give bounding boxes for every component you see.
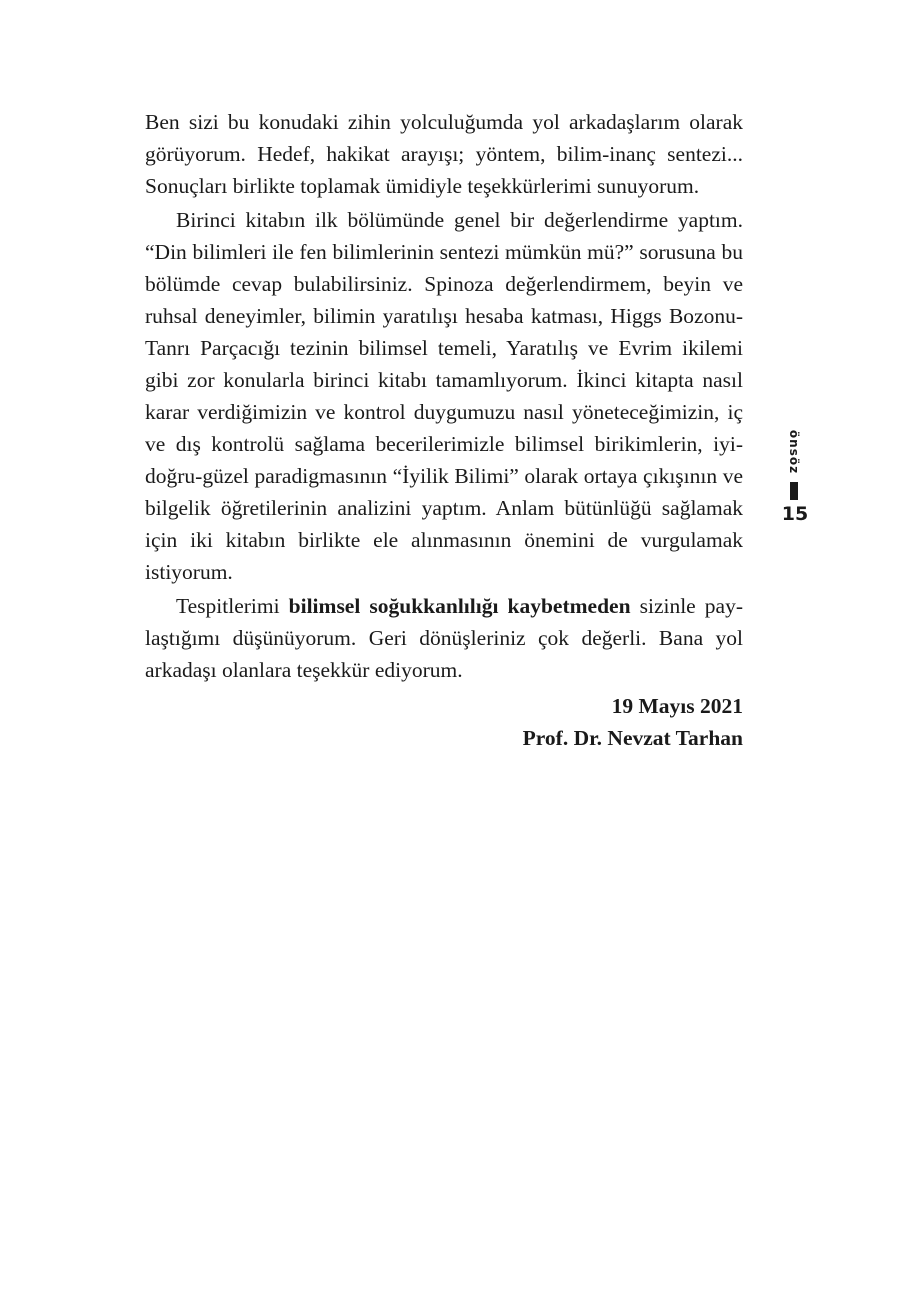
signature-date: 19 Mayıs 2021 [611, 694, 743, 718]
section-label-text: önsöz [787, 429, 801, 475]
paragraph-3-start: Tespitlerimi [176, 594, 289, 618]
paragraph-3-end: sizinle paylaştığımı düşünüyorum. Geri dönüşleriniz çok değerli. Bana yol arkadaşı olanlara teşekkür ediyorum. [145, 594, 744, 682]
page-number: 15 [781, 503, 809, 525]
paragraph-2: Birinci kitabın ilk bölümünde genel bir değerlendirme yaptım. “Din bilimleri ile fen bilimlerinin sentezi mümkün mü?” sorusuna bu bölümde cevap bulabilirsiniz. Spinoza değerlendirmem, beyin ve ruhsal deneyimler, bilimin yaratılışı hesaba katması, Higgs Bozonu-Tanrı Parçacığı tezinin bilimsel temeli, Yaratılış ve Evrim ikilemi gibi zor konularla birinci kitabı tamamlıyorum. İkinci kitapta nasıl karar verdiğimizin ve kontrol duygumuzu nasıl yöneteceğimizin, iç ve dış kontrolü sağlama becerilerimizle bilimsel birikimlerin, iyi-doğru-güzel paradigmasının “İyilik Bilimi” olarak ortaya çıkışının ve bilgelik öğretilerinin analizini yaptım. Anlam bütünlüğü sağlamak için iki kitabın birlikte ele alınmasının önemini de vurgulamak istiyorum. [145, 208, 743, 584]
section-marker-bar [790, 482, 798, 500]
section-label [784, 426, 804, 478]
signature-author: Prof. Dr. Nevzat Tarhan [522, 726, 743, 750]
paragraph-3-emphasis: bilimsel soğukkanlılığı kaybetmeden [288, 594, 631, 618]
body-text [145, 106, 743, 754]
paragraph-3 [145, 590, 743, 686]
paragraph-1: Ben sizi bu konudaki zihin yolculuğumda yol arkadaşlarım olarak görüyorum. Hedef, hakikat arayışı; yöntem, bilim-inanç sentezi... Sonuçları birlikte toplamak ümidiyle teşekkürlerimi sunuyorum. [145, 110, 743, 198]
